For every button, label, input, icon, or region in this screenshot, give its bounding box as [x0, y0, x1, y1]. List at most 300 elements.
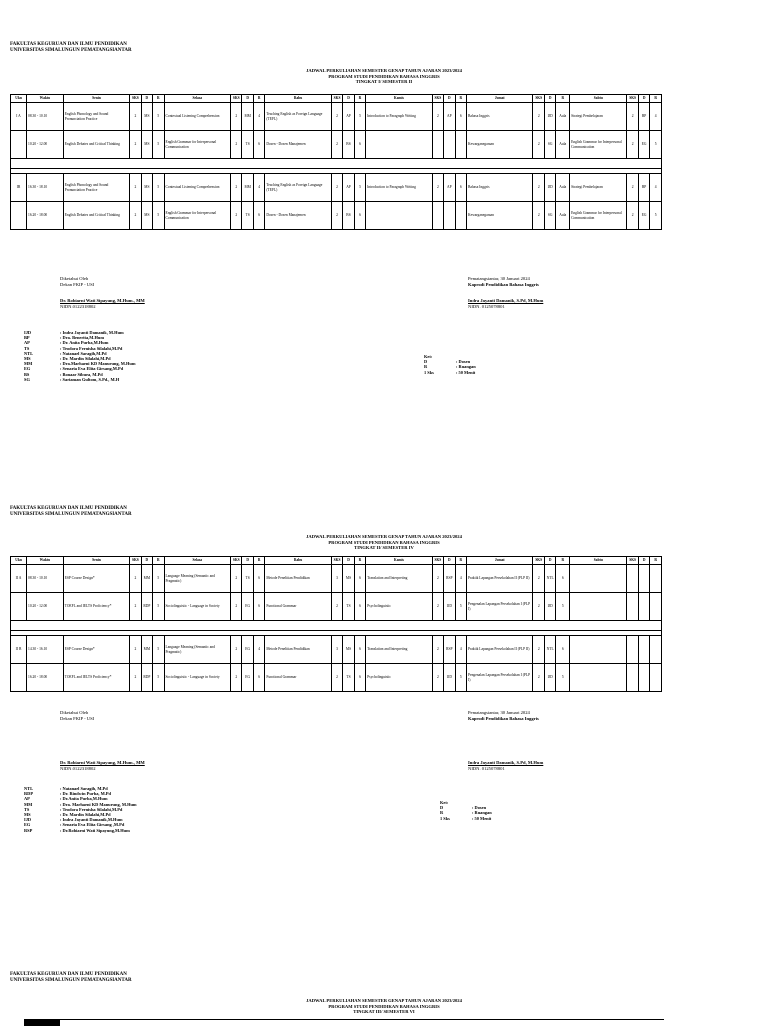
table-cell [650, 593, 662, 621]
table-cell: 2 [533, 202, 544, 230]
column-header: D [343, 557, 354, 565]
table-cell: 6 [354, 131, 365, 159]
legend-key-item [424, 370, 476, 375]
table-cell [455, 202, 466, 230]
table-cell: Strategi Pembelajaran [570, 174, 627, 202]
university-name: UNIVERSITAS SIMALUNGUN PEMATANGSIANTAR [10, 978, 132, 983]
table-cell: EG [242, 664, 253, 692]
table-cell [444, 131, 455, 159]
column-header: SKS [331, 557, 342, 565]
table-cell [638, 565, 649, 593]
lecturer-code: NTL [24, 350, 34, 356]
table-cell: 08.30 - 10.10 [27, 103, 64, 131]
table-cell: 16.20 - 18.00 [27, 664, 64, 692]
table-cell: NTL [544, 565, 555, 593]
table-cell: MS [141, 202, 152, 230]
lecturer-code: SG [24, 376, 30, 382]
table-cell: English Grammar for Interpersonal Communication [164, 131, 230, 159]
schedule-table [10, 556, 662, 692]
table-cell: ESP Course Design* [63, 565, 129, 593]
column-header: D [242, 95, 253, 103]
column-header: Jumat [467, 95, 533, 103]
table-cell [570, 593, 627, 621]
table-cell: TS [242, 565, 253, 593]
table-cell: 5 [556, 664, 570, 692]
table-cell: 6 [253, 664, 264, 692]
approval-left [60, 276, 94, 287]
signatory-name: Indra Jayanti Damanik, S.Pd, M.Hum [468, 760, 544, 765]
table-cell: 6 [253, 202, 264, 230]
column-header: SKS [432, 95, 443, 103]
table-cell: English Debates and Critical Thinking [63, 202, 129, 230]
table-cell: 5 [153, 174, 164, 202]
column-header: SKS [432, 557, 443, 565]
key-desc: : 50 Menit [456, 369, 476, 375]
legend-item [24, 377, 136, 382]
column-header: SKS [231, 95, 242, 103]
signatory-name: Dr. Robiarni Wati Sipayung, M.Hum., MM [60, 760, 145, 765]
title-line: PROGRAM STUDI PENDIDIKAN BAHASA INGGRIS [328, 1003, 440, 1009]
table-cell: 2 [331, 131, 342, 159]
table-cell [638, 664, 649, 692]
column-header: SKS [533, 95, 544, 103]
table-cell: TS [343, 593, 354, 621]
table-cell: 2 [627, 174, 638, 202]
table-cell: 4 [253, 103, 264, 131]
column-header: D [242, 557, 253, 565]
table-cell [627, 664, 638, 692]
table-cell: Pengenalan Lapangan Persekolahan I (PLP I) [467, 664, 533, 692]
column-header: R [650, 557, 662, 565]
table-cell: SG [544, 131, 555, 159]
table-cell: Aula [556, 202, 570, 230]
table-cell: 2 [627, 202, 638, 230]
table-cell: 5 [153, 131, 164, 159]
table-cell: Praktik Lapangan Persekolahan II (PLP II) [467, 636, 533, 664]
table-cell: English Grammar for Interpersonal Communication [570, 202, 627, 230]
lecturer-name: : Natanael Saragih, M.Pd [60, 786, 108, 791]
table-row [11, 202, 662, 230]
column-header: Ukn [11, 95, 27, 103]
table-cell [650, 636, 662, 664]
approval-date: Pematangsiantar, 30 Januari 2024 [468, 276, 530, 281]
table-cell: 2 [231, 593, 242, 621]
table-cell: 6 [556, 565, 570, 593]
table-cell: 2 [533, 664, 544, 692]
table-cell [638, 593, 649, 621]
table-cell: 6 [354, 565, 365, 593]
table-cell: 5 [650, 202, 662, 230]
key-code: D [424, 359, 428, 365]
table-cell: Introduction to Paragraph Writing [366, 174, 432, 202]
table-cell: SG [544, 202, 555, 230]
signatory-left [60, 298, 145, 309]
table-cell: 5 [650, 131, 662, 159]
table-row [11, 103, 662, 131]
table-header-row [11, 557, 662, 565]
table-cell: 2 [231, 636, 242, 664]
lecturer-name: : Teodora Fernisha Silalahi,M.Pd [60, 806, 123, 812]
legend-key [424, 354, 476, 375]
table-cell: 08.30 - 10.10 [27, 565, 64, 593]
separator-cell [11, 159, 662, 169]
lecturer-code: EG [24, 822, 31, 828]
table-cell: IJD [544, 103, 555, 131]
table-cell: 6 [253, 565, 264, 593]
table-cell: MM [242, 174, 253, 202]
table-cell: 4 [455, 565, 466, 593]
table-cell: 6 [253, 131, 264, 159]
institution-header [10, 506, 132, 518]
table-cell: EG [242, 593, 253, 621]
lecturer-name: : Indra Jayanti Damanik,M.Hum [60, 817, 123, 823]
table-cell: 2 [533, 636, 544, 664]
table-cell: MM [141, 565, 152, 593]
table-cell: 2 [130, 131, 141, 159]
column-header: Waktu [27, 557, 64, 565]
lecturer-code: IJD [24, 330, 32, 335]
table-cell: Contextual Listening Comprehension [164, 103, 230, 131]
lecturer-name: : Dr. Rindwin Purba, M.Pd [60, 791, 111, 797]
table-cell: 5 [153, 664, 164, 692]
table-cell: RSP [444, 565, 455, 593]
table-cell: II A [11, 565, 27, 593]
table-cell: Sociolinguistic - Language in Society [164, 593, 230, 621]
table-cell: ESP Course Design* [63, 636, 129, 664]
lecturer-code: MS [24, 356, 31, 362]
approval-label: Dekan FKIP - USI [60, 715, 95, 721]
table-cell: EG [638, 131, 649, 159]
table-cell: English Phonology and Sound Pronunciation Practice [63, 174, 129, 202]
table-row [11, 664, 662, 692]
key-code: D [440, 805, 444, 811]
table-cell: NTL [544, 636, 555, 664]
lecturer-name: : Indra Jayanti Damanik, M.Hum [60, 330, 124, 335]
table-cell: IJD [544, 664, 555, 692]
table-cell: MM [141, 636, 152, 664]
table-cell: Bahasa Inggris [467, 103, 533, 131]
table-cell: MS [343, 636, 354, 664]
table-cell: 6 [354, 202, 365, 230]
table-cell: RDP [141, 593, 152, 621]
lecturer-code: MM [24, 361, 33, 367]
table-cell: 5 [556, 593, 570, 621]
table-cell [11, 131, 27, 159]
table-cell: 2 [130, 174, 141, 202]
key-desc: : Ruangan [456, 364, 476, 370]
table-cell: 2 [627, 103, 638, 131]
table-cell [11, 593, 27, 621]
table-cell: Teaching English as Foreign Language (TEFL) [265, 103, 331, 131]
table-cell: Translation and Interpreting [366, 565, 432, 593]
column-header: Sabtu [570, 557, 627, 565]
table-cell: Bahasa Inggris [467, 174, 533, 202]
table-cell: Aula [556, 103, 570, 131]
lecturer-name: : Dr.Anita Purba,M.Hum [60, 796, 108, 802]
table-cell: 2 [130, 565, 141, 593]
title-line: TINGKAT I/ SEMESTER II [355, 79, 413, 85]
key-desc: : Dosen [456, 359, 471, 365]
lecturer-name: : Dra.Marhaeni KD Manurung, M.Hum [60, 361, 136, 367]
table-cell: BS [343, 202, 354, 230]
table-cell: Strategi Pembelajaran [570, 103, 627, 131]
column-header: Ukn [11, 557, 27, 565]
approval-label: Diketahui Oleh [60, 710, 89, 715]
table-cell: Translation and Interpreting [366, 636, 432, 664]
table-cell: EG [242, 636, 253, 664]
table-cell: 5 [354, 103, 365, 131]
legend-item [24, 828, 137, 833]
table-cell: Pengenalan Lapangan Persekolahan I (PLP I) [467, 593, 533, 621]
table-cell: Language Meaning (Semantic and Pragmatic) [164, 636, 230, 664]
table-cell: RDP [141, 664, 152, 692]
title-line: JADWAL PERKULIAHAN SEMESTER GENAP TAHUN AJARAN 2023/2024 [306, 68, 462, 73]
table-cell: MS [141, 131, 152, 159]
lecturer-name: : Natanael Saragih,M.Pd [60, 350, 107, 356]
table-cell: 5 [455, 664, 466, 692]
column-header: R [455, 95, 466, 103]
lecturer-code: RDP [24, 791, 34, 797]
table-cell [11, 664, 27, 692]
table-cell: 6 [354, 636, 365, 664]
table-cell: 5 [153, 103, 164, 131]
legend-key-title: Ket: [424, 354, 433, 359]
university-name: UNIVERSITAS SIMALUNGUN PEMATANGSIANTAR [10, 48, 132, 53]
table-cell: 2 [533, 131, 544, 159]
title-line: TINGKAT II/ SEMESTER IV [354, 545, 414, 551]
lecturer-legend [24, 786, 137, 833]
key-desc: : Ruangan [472, 810, 492, 816]
table-cell: 5 [153, 202, 164, 230]
institution-header [10, 42, 132, 54]
table-cell: English Phonology and Sound Pronunciation Practice [63, 103, 129, 131]
table-cell: IJD [544, 174, 555, 202]
table-cell: IB [11, 174, 27, 202]
table-cell [455, 131, 466, 159]
approval-label: Kaprodi Pendidikan Bahasa Inggris [468, 715, 539, 721]
schedule-table [10, 94, 662, 230]
lecturer-code: AP [24, 796, 30, 802]
table-cell: 6 [354, 593, 365, 621]
table-cell: 2 [432, 636, 443, 664]
table-cell: 2 [130, 664, 141, 692]
table-cell: Language Meaning (Semantic and Pragmatic) [164, 565, 230, 593]
table-cell: 3 [331, 636, 342, 664]
signatory-name: Dr. Robiarni Wati Sipayung, M.Hum., MM [60, 298, 145, 303]
table-cell: 2 [331, 103, 342, 131]
table-cell: 2 [231, 131, 242, 159]
table-cell [627, 593, 638, 621]
column-header: D [544, 557, 555, 565]
lecturer-name: : Senaria Eva Elita Girsang,M.Pd [60, 366, 124, 372]
lecturer-code: NTL [24, 786, 34, 791]
column-header: D [638, 557, 649, 565]
column-header: R [354, 557, 365, 565]
lecturer-name: : Dr.Robiarni Wati Sipayung,M.Hum [60, 827, 130, 833]
table-cell: 5 [455, 593, 466, 621]
title-line: PROGRAM STUDI PENDIDIKAN BAHASA INGGRIS [328, 539, 440, 545]
column-header: SKS [331, 95, 342, 103]
lecturer-name: : Dr. Anita Purba,M.Hum [60, 340, 109, 346]
signatory-right [468, 760, 543, 771]
table-cell: 2 [130, 202, 141, 230]
column-header: Rabu [265, 95, 331, 103]
table-cell: 6 [455, 174, 466, 202]
approval-label: Dekan FKIP - USI [60, 281, 95, 287]
table-cell: 2 [130, 103, 141, 131]
table-cell: Dosen - Dosen Manajemen [265, 202, 331, 230]
column-header: R [354, 95, 365, 103]
table-cell: 2 [231, 565, 242, 593]
column-header: Senin [63, 95, 129, 103]
table-cell: MS [343, 565, 354, 593]
table-cell: 2 [533, 593, 544, 621]
table-cell: Metode Penelitian Pendidikan [265, 636, 331, 664]
table-cell: 2 [231, 202, 242, 230]
table-cell: Aula [556, 174, 570, 202]
table-cell [627, 565, 638, 593]
column-header: Jumat [467, 557, 533, 565]
signatory-id: NIDN. 0125078801 [468, 303, 505, 309]
table-cell: 10.20 - 12.00 [27, 131, 64, 159]
table-cell [570, 636, 627, 664]
lecturer-code: TS [24, 345, 30, 351]
table-cell: 2 [432, 664, 443, 692]
table-cell: Introduction to Paragraph Writing [366, 103, 432, 131]
table-cell [444, 202, 455, 230]
table-header-row [11, 95, 662, 103]
table-row [11, 565, 662, 593]
column-header: Waktu [27, 95, 64, 103]
key-desc: : Dosen [472, 805, 487, 811]
table-cell: AP [444, 103, 455, 131]
column-header: Selasa [164, 95, 230, 103]
lecturer-legend [24, 330, 136, 382]
column-header: D [343, 95, 354, 103]
lecturer-name: : Sariaman Gultom, S.Pd., M.H [60, 376, 120, 382]
table-cell: Functional Grammar [265, 664, 331, 692]
lecturer-name: : Dra. Marhaeni KD Manurung, M.Hum [60, 801, 137, 807]
table-top-edge [24, 1019, 664, 1026]
key-desc: : 50 Menit [472, 815, 492, 821]
signatory-id: NIDN.0122318802 [60, 303, 96, 309]
column-header: Selasa [164, 557, 230, 565]
schedule-title [0, 534, 768, 551]
table-cell: English Grammar for Interpersonal Communication [164, 202, 230, 230]
table-cell: Contextual Listening Comprehension [164, 174, 230, 202]
column-header: SKS [130, 95, 141, 103]
faculty-name: FAKULTAS KEGURUAN DAN ILMU PENDIDIKAN [10, 506, 127, 511]
table-cell: Aula [556, 131, 570, 159]
faculty-name: FAKULTAS KEGURUAN DAN ILMU PENDIDIKAN [10, 42, 127, 47]
lecturer-code: AP [24, 340, 30, 346]
schedule-title [0, 998, 768, 1015]
lecturer-name: : Dr. Mardin Silalahi,M.Pd [60, 356, 111, 362]
lecturer-code: RSP [24, 827, 33, 833]
table-row [11, 131, 662, 159]
lecturer-name: : Teodora Fernisha Silalahi,M.Pd [60, 345, 123, 351]
institution-header [10, 972, 132, 984]
table-cell: BP [638, 103, 649, 131]
signatory-right [468, 298, 543, 309]
separator-cell [11, 621, 662, 631]
table-cell [11, 202, 27, 230]
column-header: D [544, 95, 555, 103]
table-cell: 4 [650, 103, 662, 131]
table-cell: 2 [130, 593, 141, 621]
table-cell: 14.30 - 16.10 [27, 636, 64, 664]
table-cell: 2 [331, 664, 342, 692]
table-cell [570, 565, 627, 593]
lecturer-code: BP [24, 335, 30, 341]
column-header: R [153, 95, 164, 103]
table-cell: MM [242, 103, 253, 131]
table-cell: 2 [432, 593, 443, 621]
table-row [11, 174, 662, 202]
column-header: SKS [533, 557, 544, 565]
title-line: JADWAL PERKULIAHAN SEMESTER GENAP TAHUN AJARAN 2023/2024 [306, 998, 462, 1003]
title-line: TINGKAT III/ SEMESTER VI [353, 1009, 415, 1015]
table-cell: 2 [231, 103, 242, 131]
table-cell: Sociolinguistic - Language in Society [164, 664, 230, 692]
signatory-name: Indra Jayanti Damanik, S.Pd, M.Hum [468, 298, 544, 303]
lecturer-name: : Dra. Benerita,M.Hum [60, 335, 105, 341]
table-cell [366, 202, 432, 230]
lecturer-code: TS [24, 806, 30, 812]
column-header: Kamis [366, 557, 432, 565]
table-cell: I A [11, 103, 27, 131]
table-cell: 5 [153, 636, 164, 664]
table-cell: IJD [444, 664, 455, 692]
column-header: R [253, 557, 264, 565]
table-cell: 2 [331, 174, 342, 202]
column-header: R [650, 95, 662, 103]
table-cell: Teaching English as Foreign Language (TEFL) [265, 174, 331, 202]
table-cell: 2 [231, 664, 242, 692]
table-cell: 2 [432, 103, 443, 131]
column-header: R [556, 95, 570, 103]
lecturer-name: : Bonaar Sibuea, M.Pd [60, 371, 103, 377]
table-cell [432, 131, 443, 159]
table-cell: AP [343, 174, 354, 202]
table-cell: MS [141, 103, 152, 131]
table-cell [432, 202, 443, 230]
university-name: UNIVERSITAS SIMALUNGUN PEMATANGSIANTAR [10, 512, 132, 517]
lecturer-code: BS [24, 371, 30, 377]
table-cell: 2 [627, 131, 638, 159]
schedule-title [0, 68, 768, 85]
title-line: JADWAL PERKULIAHAN SEMESTER GENAP TAHUN AJARAN 2023/2024 [306, 534, 462, 539]
signatory-left [60, 760, 145, 771]
table-cell: TOEFL and IELTS Proficiency* [63, 593, 129, 621]
legend-key-item [440, 816, 492, 821]
table-cell: IJD [444, 593, 455, 621]
table-cell: 4 [253, 174, 264, 202]
column-header: D [141, 557, 152, 565]
approval-date: Pematangsiantar, 30 Januari 2024 [468, 710, 530, 715]
table-cell: Psycholinguistic [366, 664, 432, 692]
table-cell: 5 [354, 174, 365, 202]
column-header: SKS [231, 557, 242, 565]
table-cell: 2 [432, 174, 443, 202]
table-cell: 4 [253, 636, 264, 664]
table-cell: Metode Penelitian Pendidikan [265, 565, 331, 593]
title-line: PROGRAM STUDI PENDIDIKAN BAHASA INGGRIS [328, 73, 440, 79]
approval-label: Kaprodi Pendidikan Bahasa Inggris [468, 281, 539, 287]
table-cell: TS [343, 664, 354, 692]
table-cell: 5 [153, 565, 164, 593]
group-separator [11, 159, 662, 169]
